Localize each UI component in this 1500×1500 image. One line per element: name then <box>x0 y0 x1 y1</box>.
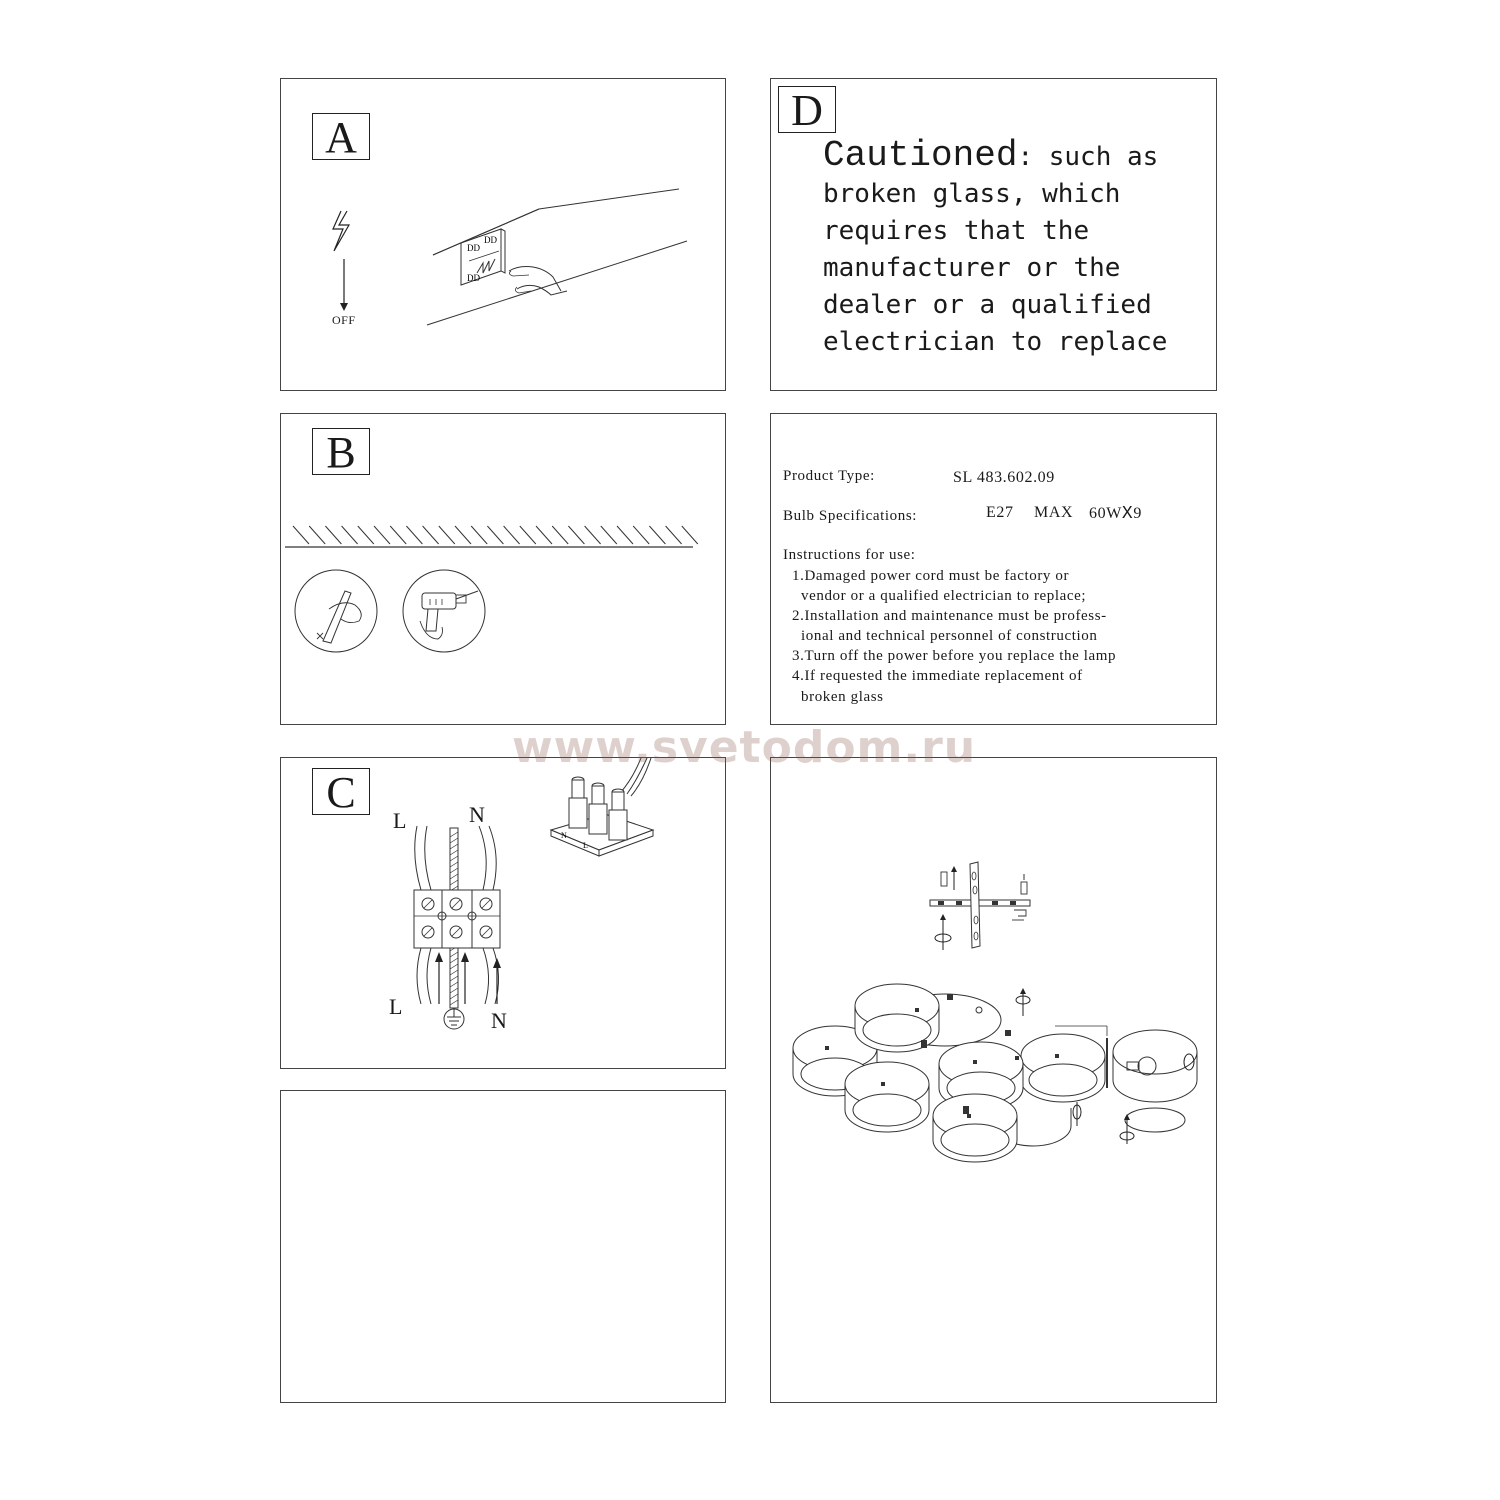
panel-b-letter: B <box>312 428 370 475</box>
caution-line: manufacturer or the <box>823 253 1121 283</box>
bulb-max: MAX <box>1034 504 1074 521</box>
watermark-text: www.svetodom.ru <box>512 722 977 773</box>
panel-b <box>280 413 726 725</box>
bulb-power-value: 60W <box>1089 505 1122 522</box>
fuse-box-illustration <box>421 179 721 339</box>
caution-line: dealer or a qualified <box>823 290 1152 320</box>
instructions-heading: Instructions for use: <box>783 547 916 563</box>
ceiling-hatch <box>285 522 705 552</box>
caution-line: electrician to replace <box>823 327 1168 357</box>
caution-line: : such as <box>1017 142 1159 172</box>
neutral-label-bottom: N <box>491 1008 507 1033</box>
chandelier-assembly-illustration <box>785 980 1215 1180</box>
marking-pen-icon <box>293 569 383 659</box>
bulb-count: 9 <box>1133 505 1142 522</box>
svg-text:DD: DD <box>467 243 480 253</box>
panel-assembly <box>770 757 1217 1403</box>
live-label-bottom: L <box>389 994 403 1019</box>
instruction-line: 1.Damaged power cord must be factory or <box>792 568 1070 584</box>
panel-c-letter: C <box>312 768 370 815</box>
instruction-line: ional and technical personnel of construction <box>801 628 1098 644</box>
instruction-line: 2.Installation and maintenance must be profess- <box>792 608 1107 624</box>
bulb-multiply: X <box>1121 504 1134 524</box>
panel-a <box>280 78 726 391</box>
bulb-socket: E27 <box>986 504 1014 521</box>
caution-line: broken glass, which <box>823 179 1121 209</box>
panel-d <box>770 78 1217 391</box>
caution-text <box>823 137 1203 361</box>
panel-a-letter: A <box>312 113 370 160</box>
terminal-block-wiring <box>409 826 529 1036</box>
svg-text:N: N <box>561 831 567 840</box>
instruction-line: 4.If requested the immediate replacement of <box>792 668 1083 684</box>
bulb-power <box>1089 504 1142 524</box>
instruction-line: 3.Turn off the power before you replace the lamp <box>792 648 1117 664</box>
instruction-line: vendor or a qualified electrician to replace; <box>801 588 1087 604</box>
specs-panel <box>770 413 1217 725</box>
product-type-value: SL 483.602.09 <box>953 469 1055 486</box>
caution-line: requires that the <box>823 216 1090 246</box>
panel-empty <box>280 1090 726 1403</box>
caution-heading: Cautioned <box>823 135 1018 176</box>
panel-d-letter: D <box>778 86 836 133</box>
svg-text:DD: DD <box>484 235 497 245</box>
svg-text:DD: DD <box>467 273 480 283</box>
product-type-label: Product Type: <box>783 468 875 484</box>
svg-text:L: L <box>583 841 588 850</box>
off-label: OFF <box>332 313 356 327</box>
panel-c <box>280 757 726 1069</box>
drill-icon <box>402 569 492 659</box>
instruction-line: broken glass <box>801 689 884 705</box>
terminal-block-3d-icon <box>547 758 667 868</box>
neutral-label-top: N <box>469 802 485 827</box>
bulb-spec-label: Bulb Specifications: <box>783 508 918 524</box>
live-label-top: L <box>393 808 407 833</box>
mounting-bracket-illustration <box>926 858 1066 968</box>
